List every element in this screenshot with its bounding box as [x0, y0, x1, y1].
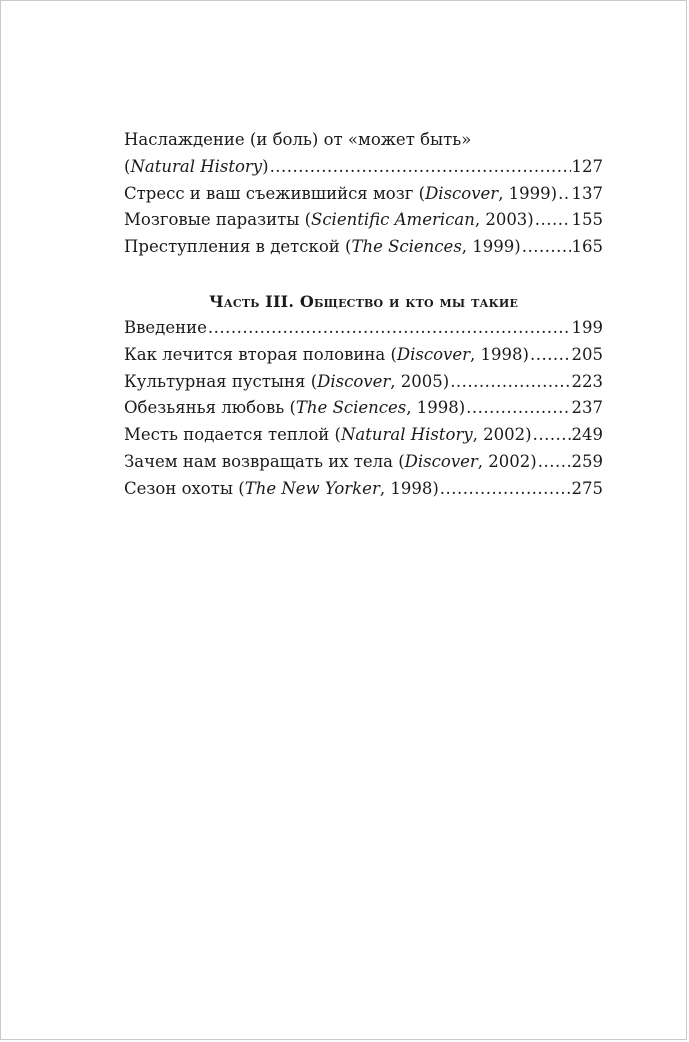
dot-leader [535, 207, 571, 234]
toc-page-number: 205 [571, 344, 603, 364]
toc-page-number: 223 [571, 371, 603, 391]
toc-entry[interactable] [124, 234, 603, 261]
dot-leader [522, 234, 571, 261]
toc-entry[interactable] [124, 315, 603, 342]
table-of-contents [124, 127, 603, 503]
toc-entry-title: Как лечится вторая половина (Discover, 1998) [124, 344, 529, 364]
dot-leader [538, 449, 571, 476]
toc-entry[interactable] [124, 154, 603, 181]
toc-page-number: 199 [571, 317, 603, 337]
toc-entry-title: Обезьянья любовь (The Sciences, 1998) [124, 398, 466, 418]
toc-entry-title: Культурная пустыня (Discover, 2005) [124, 371, 450, 391]
toc-entry[interactable] [124, 207, 603, 234]
dot-leader [530, 342, 571, 369]
dot-leader [440, 476, 571, 503]
toc-entry-title: Стресс и ваш съежившийся мозг (Discover, 1999) [124, 183, 558, 203]
toc-page-number: 249 [571, 425, 603, 445]
toc-entry-title: Мозговые паразиты (Scientific American, 2003) [124, 210, 534, 230]
toc-page-number: 137 [571, 183, 603, 203]
toc-entry[interactable] [124, 369, 603, 396]
dot-leader [558, 181, 570, 208]
toc-entry-title: Преступления в детской (The Sciences, 1999) [124, 237, 521, 257]
toc-entry-title: Месть подается теплой (Natural History, 2002) [124, 425, 532, 445]
toc-entry[interactable] [124, 181, 603, 208]
dot-leader [450, 369, 570, 396]
toc-page-number: 165 [571, 237, 603, 257]
toc-entry[interactable] [124, 342, 603, 369]
toc-entry-title: (Natural History) [124, 156, 269, 176]
toc-entry-title: Сезон охоты (The New Yorker, 1998) [124, 478, 439, 498]
dot-leader [533, 422, 571, 449]
toc-page-number: 155 [571, 210, 603, 230]
toc-page-number: 259 [571, 451, 603, 471]
toc-entry[interactable] [124, 422, 603, 449]
toc-entry[interactable] [124, 449, 603, 476]
toc-page-number: 237 [571, 398, 603, 418]
toc-entry[interactable] [124, 476, 603, 503]
toc-page-number: 275 [571, 478, 603, 498]
toc-entry-title: Введение [124, 317, 207, 337]
dot-leader [466, 395, 570, 422]
toc-entry[interactable] [124, 395, 603, 422]
section-spacer [124, 261, 603, 288]
dot-leader [208, 315, 571, 342]
toc-entry-title: Наслаждение (и боль) от «может быть» [124, 130, 472, 149]
toc-page-number: 127 [571, 156, 603, 176]
toc-entry-title-line [124, 127, 603, 154]
part-heading: Часть III. Общество и кто мы такие [208, 291, 519, 311]
toc-entry-title: Зачем нам возвращать их тела (Discover, 2002) [124, 451, 537, 471]
dot-leader [270, 154, 571, 181]
